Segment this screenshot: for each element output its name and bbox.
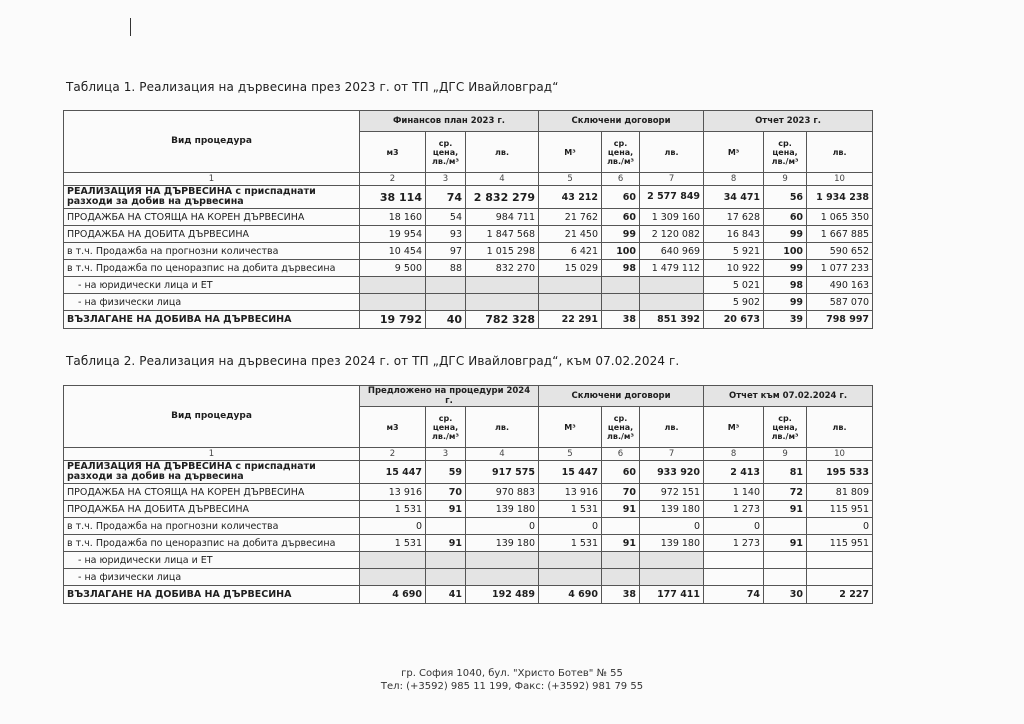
proc-header: Вид процедура [64,386,360,448]
cell [640,552,704,569]
cell: 99 [764,226,807,243]
cell: 0 [360,518,426,535]
row-label: - на юридически лица и ЕТ [64,277,360,294]
cell: 640 969 [640,243,704,260]
sub-header: м3 [360,407,426,448]
cell [360,552,426,569]
cell: 19 792 [360,311,426,329]
sub-header: М³ [539,407,602,448]
cell: 19 954 [360,226,426,243]
table-row [64,484,873,501]
index-cell: 5 [539,448,602,461]
cell: 970 883 [466,484,539,501]
sub-header: лв. [640,132,704,173]
cell [466,569,539,586]
index-cell: 6 [602,448,640,461]
table-row [64,569,873,586]
cell: 38 [602,311,640,329]
index-cell: 8 [704,448,764,461]
cell: 5 021 [704,277,764,294]
cell [704,552,764,569]
cell: 1 273 [704,501,764,518]
cell: 13 916 [360,484,426,501]
cell: 933 920 [640,461,704,484]
cell: 40 [426,311,466,329]
cell: 99 [764,294,807,311]
sub-header: м3 [360,132,426,173]
table-row [64,501,873,518]
cell: 39 [764,311,807,329]
cell: 2 227 [807,586,873,604]
cell: 15 447 [539,461,602,484]
cell [539,294,602,311]
cell: 22 291 [539,311,602,329]
index-cell: 9 [764,173,807,186]
row-label: ПРОДАЖБА НА ДОБИТА ДЪРВЕСИНА [64,501,360,518]
cell: 98 [602,260,640,277]
table2-caption: Таблица 2. Реализация на дървесина през 2024 г. от ТП „ДГС Ивайловград“, към 07.02.2024 г. [66,354,680,368]
cell: 177 411 [640,586,704,604]
cell: 1 847 568 [466,226,539,243]
sub-header: ср. цена, лв./м³ [764,407,807,448]
cell: 1 531 [539,535,602,552]
cell: 41 [426,586,466,604]
cell: 9 500 [360,260,426,277]
cell [426,294,466,311]
cell: 59 [426,461,466,484]
cell [466,294,539,311]
cell [426,569,466,586]
footer-contacts: Тел: (+3592) 985 11 199, Факс: (+3592) 981 79 55 [380,681,644,692]
index-cell: 10 [807,173,873,186]
table-row [64,260,873,277]
table-row [64,226,873,243]
cell [764,552,807,569]
cell: 15 447 [360,461,426,484]
index-cell: 4 [466,173,539,186]
cell: 0 [640,518,704,535]
cell: 972 151 [640,484,704,501]
cell: 60 [764,209,807,226]
cell [426,277,466,294]
cell: 1 531 [360,501,426,518]
row-label: - на юридически лица и ЕТ [64,552,360,569]
cell: 93 [426,226,466,243]
table-row [64,552,873,569]
cell [466,277,539,294]
cell: 38 114 [360,186,426,209]
cell [807,552,873,569]
cell: 70 [602,484,640,501]
row-label: в т.ч. Продажба по ценоразпис на добита дървесина [64,260,360,277]
cell: 1 015 298 [466,243,539,260]
cell [360,277,426,294]
cell: 91 [602,535,640,552]
cell: 851 392 [640,311,704,329]
cell: 99 [764,260,807,277]
cell: 97 [426,243,466,260]
cell: 0 [539,518,602,535]
cell: 192 489 [466,586,539,604]
index-cell: 4 [466,448,539,461]
cell: 1 273 [704,535,764,552]
cell: 21 450 [539,226,602,243]
cell [602,569,640,586]
cell: 81 809 [807,484,873,501]
row-label: ПРОДАЖБА НА СТОЯЩА НА КОРЕН ДЪРВЕСИНА [64,209,360,226]
cell: 4 690 [539,586,602,604]
sub-header: лв. [807,132,873,173]
cell: 17 628 [704,209,764,226]
table-row [64,518,873,535]
cell: 10 454 [360,243,426,260]
cell: 5 902 [704,294,764,311]
cell: 6 421 [539,243,602,260]
table2 [63,385,873,604]
cell: 43 212 [539,186,602,209]
index-cell: 3 [426,173,466,186]
cell [807,569,873,586]
table1 [63,110,873,329]
cell: 60 [602,461,640,484]
table-row [64,243,873,260]
cell: 2 577 849 [640,186,704,209]
cell: 1 077 233 [807,260,873,277]
group-header-plan: Финансов план 2023 г. [360,111,539,132]
sub-header: ср. цена, лв./м³ [602,132,640,173]
cell: 590 652 [807,243,873,260]
cell: 91 [764,501,807,518]
footer [0,667,1024,693]
cell: 38 [602,586,640,604]
cell: 139 180 [640,501,704,518]
scan-mark [130,18,131,36]
cell: 21 762 [539,209,602,226]
index-cell: 7 [640,448,704,461]
index-cell: 3 [426,448,466,461]
cell: 984 711 [466,209,539,226]
cell: 15 029 [539,260,602,277]
cell: 91 [602,501,640,518]
cell [764,518,807,535]
index-cell: 1 [64,448,360,461]
cell [602,552,640,569]
cell: 0 [466,518,539,535]
cell [426,552,466,569]
cell: 1 531 [539,501,602,518]
cell: 10 922 [704,260,764,277]
cell: 195 533 [807,461,873,484]
table1-caption: Таблица 1. Реализация на дървесина през 2023 г. от ТП „ДГС Ивайловград“ [66,80,559,94]
cell: 1 479 112 [640,260,704,277]
cell [539,277,602,294]
cell [426,518,466,535]
sub-header: лв. [466,407,539,448]
cell: 4 690 [360,586,426,604]
cell: 798 997 [807,311,873,329]
row-label: ПРОДАЖБА НА ДОБИТА ДЪРВЕСИНА [64,226,360,243]
cell: 98 [764,277,807,294]
cell: 91 [764,535,807,552]
cell: 20 673 [704,311,764,329]
cell: 2 120 082 [640,226,704,243]
index-cell: 8 [704,173,764,186]
sub-header: ср. цена, лв./м³ [426,132,466,173]
cell: 18 160 [360,209,426,226]
index-cell: 1 [64,173,360,186]
row-label: в т.ч. Продажба на прогнозни количества [64,243,360,260]
table-row [64,535,873,552]
cell [466,552,539,569]
cell: 74 [426,186,466,209]
group-header-contracts: Сключени договори [539,386,704,407]
index-cell: 6 [602,173,640,186]
cell: 139 180 [466,501,539,518]
row-label: ПРОДАЖБА НА СТОЯЩА НА КОРЕН ДЪРВЕСИНА [64,484,360,501]
sub-header: ср. цена, лв./м³ [426,407,466,448]
sub-header: лв. [807,407,873,448]
cell: 91 [426,535,466,552]
cell: 70 [426,484,466,501]
cell: 60 [602,186,640,209]
index-cell: 5 [539,173,602,186]
cell: 5 921 [704,243,764,260]
cell: 60 [602,209,640,226]
cell: 1 667 885 [807,226,873,243]
cell [360,569,426,586]
row-label: - на физически лица [64,294,360,311]
cell: 1 309 160 [640,209,704,226]
cell: 115 951 [807,535,873,552]
group-header-report: Отчет 2023 г. [704,111,873,132]
cell: 100 [764,243,807,260]
cell: 54 [426,209,466,226]
cell [640,277,704,294]
cell: 56 [764,186,807,209]
row-label: РЕАЛИЗАЦИЯ НА ДЪРВЕСИНА с приспаднати разходи за добив на дървесина [64,461,360,484]
cell: 88 [426,260,466,277]
sub-header: ср. цена, лв./м³ [764,132,807,173]
group-header-offered: Предложено на процедури 2024 г. [360,386,539,407]
table-row [64,586,873,604]
cell: 34 471 [704,186,764,209]
cell: 139 180 [466,535,539,552]
cell: 782 328 [466,311,539,329]
sub-header: ср. цена, лв./м³ [602,407,640,448]
cell: 917 575 [466,461,539,484]
row-label: РЕАЛИЗАЦИЯ НА ДЪРВЕСИНА с приспаднати разходи за добив на дървесина [64,186,360,209]
group-header-contracts: Сключени договори [539,111,704,132]
cell: 139 180 [640,535,704,552]
table-row [64,186,873,209]
row-label: в т.ч. Продажба на прогнозни количества [64,518,360,535]
index-cell: 9 [764,448,807,461]
cell: 832 270 [466,260,539,277]
row-label: ВЪЗЛАГАНЕ НА ДОБИВА НА ДЪРВЕСИНА [64,311,360,329]
cell: 115 951 [807,501,873,518]
cell: 91 [426,501,466,518]
table-row [64,209,873,226]
cell: 1 065 350 [807,209,873,226]
row-label: - на физически лица [64,569,360,586]
sub-header: М³ [704,132,764,173]
cell [360,294,426,311]
cell: 2 832 279 [466,186,539,209]
cell: 81 [764,461,807,484]
index-cell: 10 [807,448,873,461]
cell: 13 916 [539,484,602,501]
sub-header: лв. [640,407,704,448]
sub-header: М³ [539,132,602,173]
group-header-report: Отчет към 07.02.2024 г. [704,386,873,407]
table-row [64,294,873,311]
index-cell: 2 [360,448,426,461]
cell [764,569,807,586]
row-label: ВЪЗЛАГАНЕ НА ДОБИВА НА ДЪРВЕСИНА [64,586,360,604]
cell: 99 [602,226,640,243]
cell: 0 [704,518,764,535]
table-row [64,277,873,294]
cell [602,277,640,294]
cell: 490 163 [807,277,873,294]
footer-address: гр. София 1040, бул. "Христо Ботев" № 55 [401,668,623,679]
cell: 1 140 [704,484,764,501]
cell: 72 [764,484,807,501]
cell [602,294,640,311]
proc-header: Вид процедура [64,111,360,173]
cell: 0 [807,518,873,535]
row-label: в т.ч. Продажба по ценоразпис на добита дървесина [64,535,360,552]
table-row [64,311,873,329]
index-cell: 7 [640,173,704,186]
cell: 1 531 [360,535,426,552]
cell: 2 413 [704,461,764,484]
cell [704,569,764,586]
sub-header: М³ [704,407,764,448]
cell: 74 [704,586,764,604]
cell: 100 [602,243,640,260]
cell [602,518,640,535]
index-cell: 2 [360,173,426,186]
sub-header: лв. [466,132,539,173]
cell [640,294,704,311]
cell [539,552,602,569]
table-row [64,461,873,484]
cell: 587 070 [807,294,873,311]
cell [539,569,602,586]
cell: 30 [764,586,807,604]
cell: 1 934 238 [807,186,873,209]
cell [640,569,704,586]
cell: 16 843 [704,226,764,243]
